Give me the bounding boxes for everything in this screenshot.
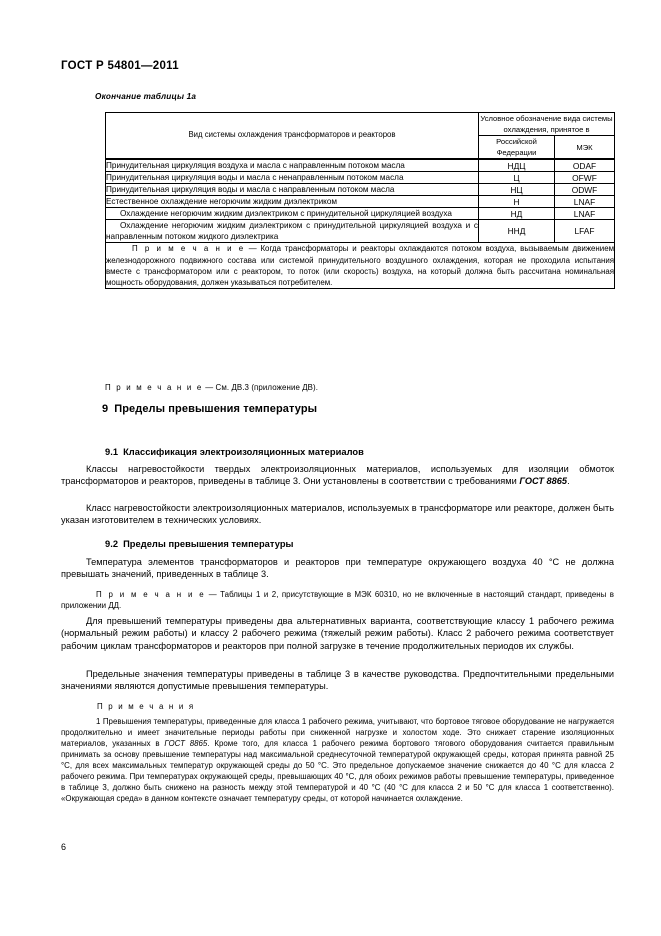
section-9-1-title: Классификация электроизоляционных материалов bbox=[123, 447, 364, 457]
note-item-1 bbox=[61, 716, 614, 805]
section-9-2-number: 9.2 bbox=[105, 539, 119, 549]
paragraph-9-1-2: Класс нагревостойкости электроизоляционных материалов, используемых в трансформаторе или реакторе, должен быть указан изготовителем в технических условиях. bbox=[61, 503, 614, 526]
cell-kind: Охлаждение негорючим жидким диэлектриком с принудительной циркуляцией воздуха и с направленным потоком жидкого диэлектрика bbox=[106, 221, 478, 242]
footnote-label: П р и м е ч а н и е bbox=[132, 244, 245, 254]
table-header-row-1 bbox=[106, 113, 615, 136]
cell-rf: Н bbox=[479, 196, 555, 208]
section-9-2-title: Пределы превышения температуры bbox=[123, 539, 294, 549]
cell-rf: Ц bbox=[479, 172, 555, 184]
after-table-note bbox=[105, 383, 318, 392]
section-9-heading bbox=[102, 403, 317, 415]
cell-rf: НЦ bbox=[479, 184, 555, 196]
standard-header: ГОСТ Р 54801—2011 bbox=[61, 60, 179, 72]
paragraph-9-2-3: Предельные значения температуры приведены в таблице 3 в качестве руководства. Предпочтительными предельными значениями являются допустимые превышения температуры. bbox=[61, 669, 614, 692]
paragraph-text: Классы нагревостойкости твердых электроизоляционных материалов, используемых для изоляции обмоток трансформаторов и реакторов, приведены в таблице 3. Они установлены в соответствии с требованиями bbox=[61, 464, 614, 487]
cell-kind: Охлаждение негорючим жидким диэлектриком с принудительной циркуляцией воздуха bbox=[106, 208, 479, 220]
section-9-title: Пределы превышения температуры bbox=[114, 403, 318, 415]
header-cell-iec: МЭК bbox=[555, 136, 615, 160]
cell-kind: Принудительная циркуляция воды и масла с направленным потоком масла bbox=[106, 184, 479, 196]
cell-rf: НДЦ bbox=[479, 159, 555, 172]
after-table-note-text: — См. ДВ.3 (приложение ДВ). bbox=[202, 383, 319, 392]
page-number: 6 bbox=[61, 842, 67, 852]
table-row bbox=[106, 208, 615, 220]
cell-iec: ODWF bbox=[555, 184, 615, 196]
note-1-standard-reference: ГОСТ 8865 bbox=[164, 739, 208, 749]
table-row bbox=[106, 220, 615, 243]
section-9-number: 9 bbox=[102, 403, 109, 415]
cell-iec: OFWF bbox=[555, 172, 615, 184]
table-footnote bbox=[106, 243, 615, 289]
note-9-2 bbox=[61, 589, 614, 611]
cell-rf: НД bbox=[479, 208, 555, 220]
table-row bbox=[106, 159, 615, 172]
table-row bbox=[106, 196, 615, 208]
standard-reference: ГОСТ 8865 bbox=[519, 476, 568, 487]
paragraph-9-1-1 bbox=[61, 463, 614, 488]
note-1-text: 1 Превышения температуры, приведенные для класса 1 рабочего режима, учитывают, что бортовое тяговое оборудование не нагружается продолжительно и имеет значительные периоды работы при сниженной нагрузке и холостом ходе. Это снижает старение изоляционных материалов, указанных в bbox=[61, 717, 614, 749]
cell-iec: LFAF bbox=[555, 220, 615, 243]
table-footnote-row bbox=[106, 243, 615, 289]
footnote-text: — Когда трансформаторы и реакторы охлаждаются потоком воздуха, вызываемым движением железнодорожного подвижного состава или системой принудительного воздушного охлаждения, которая не проходила испытания вместе с трансформатором или с реактором, то поток (или скорость) воздуха, на который должна быть рассчитана номинальная мощность оборудования, должен указываться потребителем. bbox=[106, 244, 615, 288]
cell-kind: Естественное охлаждение негорючим жидким диэлектриком bbox=[106, 196, 479, 208]
paragraph-9-2-2: Для превышений температуры приведены два альтернативных варианта, соответствующие классу 1 рабочего режима (нормальный режим работы) и классу 2 рабочего режима (тяжелый режим работы). Класс 2 рабочего режима соответствует рабочим циклам трансформаторов и реакторов при полной загрузке в течение продолжительных периодов их службы. bbox=[61, 616, 614, 651]
paragraph-9-2-1: Температура элементов трансформаторов и реакторов при температуре окружающего воздуха 40 °C не должна превышать значений, приведенных в таблице 3. bbox=[61, 557, 614, 580]
table-caption: Окончание таблицы 1а bbox=[95, 92, 197, 101]
header-cell-designation-group: Условное обозначение вида системы охлаждения, принятое в bbox=[480, 114, 613, 134]
note-text: — Таблицы 1 и 2, присутствующие в МЭК 60310, но не включенные в настоящий стандарт, приведены в приложении ДД. bbox=[61, 590, 614, 611]
section-9-2-heading bbox=[105, 539, 294, 549]
cell-kind: Принудительная циркуляция воздуха и масла с направленным потоком масла bbox=[106, 159, 479, 172]
cooling-systems-table bbox=[105, 112, 614, 289]
notes-heading: П р и м е ч а н и я bbox=[97, 702, 195, 711]
table-row bbox=[106, 172, 615, 184]
section-9-1-heading bbox=[105, 447, 364, 457]
note-label: П р и м е ч а н и е bbox=[96, 590, 206, 599]
after-table-note-label: П р и м е ч а н и е bbox=[105, 383, 203, 392]
cell-kind: Принудительная циркуляция воды и масла с ненаправленным потоком масла bbox=[106, 172, 479, 184]
note-1-text-tail: . Кроме того, для класса 1 рабочего режима бортового тягового оборудования считается правильным принимать за основу превышение температуры над максимальной среднесуточной температурой окружающей среды, которая принята равной 25 °C, для всех максимальных температур окружающей среды до 50 °C. Это предельное допускаемое значение снижается до 40 °C для класса 2 рабочего режима. При температурах окружающей среды, превышающих 40 °C, для обоих режимов работы превышение температуры, приведенное в таблице 3, должно быть снижено на разность между этой температурой и 40 °C (40 °C для класса 2 и 50 °C для класса 1 соответственно). «Окружающая среда» в данном контексте означает температуру среды, от которой начинается охлаждение. bbox=[61, 739, 614, 804]
header-cell-rf: Российской Федерации bbox=[479, 136, 555, 160]
section-9-1-number: 9.1 bbox=[105, 447, 119, 457]
cell-iec: LNAF bbox=[555, 208, 615, 220]
cell-iec: ODAF bbox=[555, 159, 615, 172]
paragraph-text-tail: . bbox=[567, 476, 570, 487]
cell-iec: LNAF bbox=[555, 196, 615, 208]
cell-rf: ННД bbox=[479, 220, 555, 243]
header-cell-kind: Вид системы охлаждения трансформаторов и реакторов bbox=[106, 113, 479, 160]
table-row bbox=[106, 184, 615, 196]
